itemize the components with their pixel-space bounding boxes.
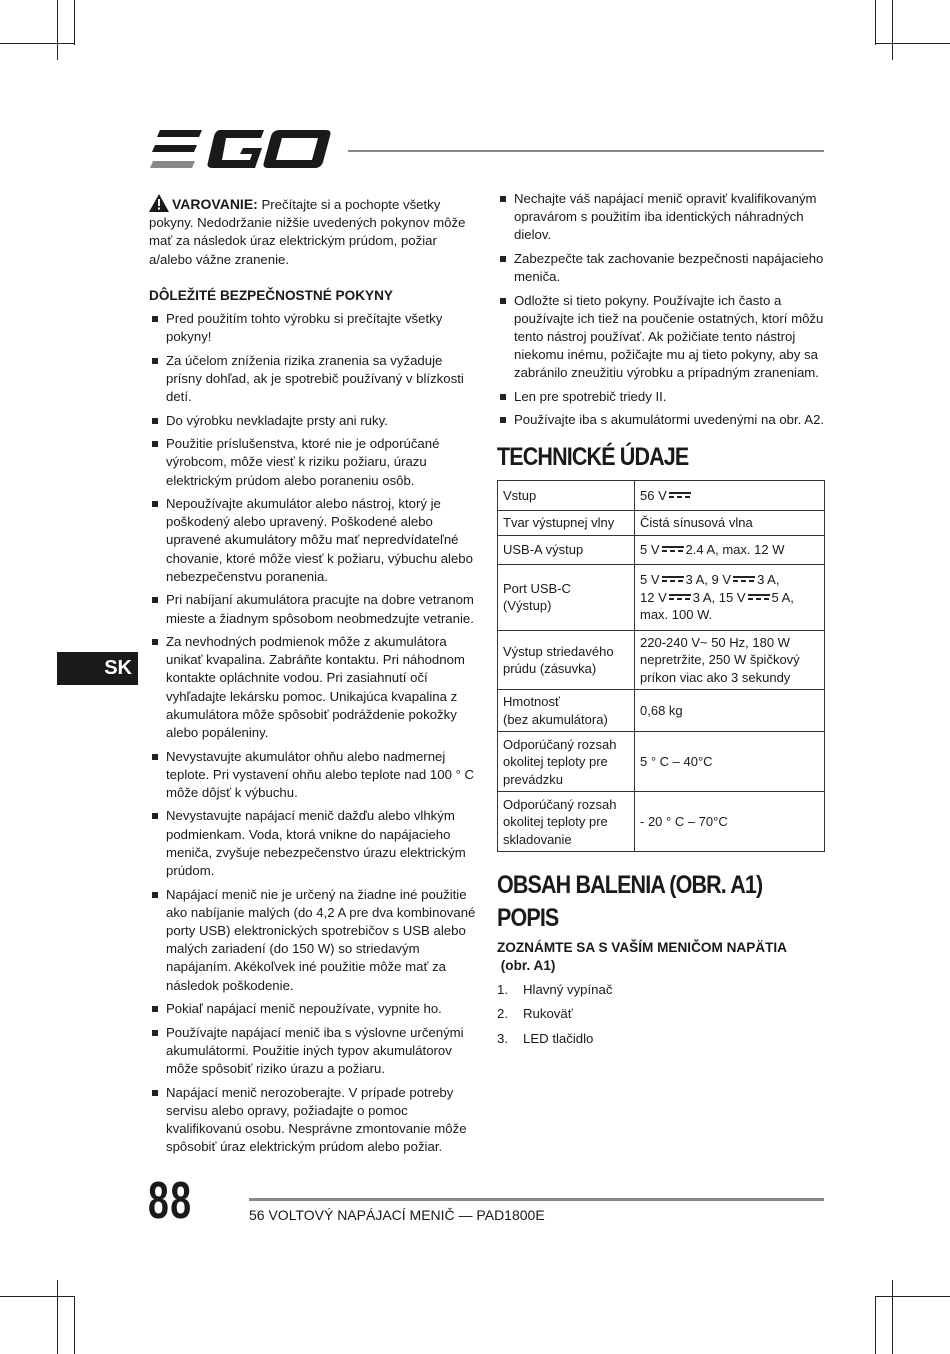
dc-symbol-icon	[733, 575, 755, 584]
dc-symbol-icon	[748, 593, 770, 602]
warning-text: Prečítajte si a pochopte všetky pokyny. Nedodržanie nižšie uvedených pokynov môže mať za následok úraz elektrickým prúdom, požiar a/alebo vážne zranenie.	[149, 197, 466, 267]
spec-value-text: 3 A, 9 V	[685, 572, 732, 588]
list-item: Používajte iba s akumulátormi uvedenými na obr. A2.	[497, 411, 825, 429]
crop-mark	[875, 0, 876, 45]
safety-list-continued	[497, 190, 825, 430]
list-item: Používajte napájací menič iba s výslovne určenými akumulátormi. Použitie iných typov akumulátorov môže spôsobiť riziko úrazu a požiaru.	[149, 1024, 477, 1079]
list-item: Pri nabíjaní akumulátora pracujte na dobre vetranom mieste a žiadnym spôsobom neobmedzujte vetranie.	[149, 591, 477, 627]
list-item: Použitie príslušenstva, ktoré nie je odporúčané výrobcom, môže viesť k riziku požiaru, úrazu elektrickým prúdom alebo poraneniu osôb.	[149, 435, 477, 490]
spec-value-text: 2.4 A, max. 12 W	[685, 542, 785, 558]
item-number: 1.	[497, 982, 508, 998]
footer-rule	[249, 1198, 824, 1201]
list-item: Napájací menič nerozoberajte. V prípade potreby servisu alebo opravy, požiadajte o pomoc kvalifikovanú osobu. Nesprávne zmontovanie môže spôsobiť úraz elektrickým prúdom alebo požiar.	[149, 1084, 477, 1157]
table-row	[498, 630, 825, 690]
list-item: Len pre spotrebič triedy II.	[497, 388, 825, 406]
crop-mark	[875, 1296, 950, 1297]
table-row	[498, 564, 825, 630]
crop-mark	[875, 1296, 876, 1354]
description-subheading	[497, 939, 825, 975]
list-item: Nechajte váš napájací menič opraviť kvalifikovaným opravárom s použitím iba identických náhradných dielov.	[497, 190, 825, 245]
spec-value-text: 220-240 V~ 50 Hz, 180 W	[640, 634, 790, 650]
crop-mark	[892, 0, 893, 60]
spec-label	[498, 792, 635, 852]
table-row	[498, 690, 825, 732]
table-row	[498, 535, 825, 564]
item-number: 2.	[497, 1006, 508, 1022]
dc-symbol-icon	[669, 491, 691, 500]
parts-list	[497, 981, 825, 1048]
spec-label: Tvar výstupnej vlny	[498, 510, 635, 535]
list-item: Za nevhodných podmienok môže z akumulátora unikať kvapalina. Zabráňte kontaktu. Pri náhodnom kontakte opláchnite vodou. Pri zasiahnutí očí vyhľadajte lekársku pomoc. Unikajúca kvapalina z akumulátora môže spôsobiť podráždenie pokožky alebo popáleniny.	[149, 633, 477, 742]
crop-mark	[74, 1296, 75, 1354]
warning-triangle-icon	[149, 194, 169, 212]
spec-value-text: 5 V	[640, 572, 660, 588]
spec-label	[498, 732, 635, 792]
list-item: Nepoužívajte akumulátor alebo nástroj, ktorý je poškodený alebo upravený. Poškodené alebo upravené akumulátory môžu mať nepredvídateľné chovanie, ktoré môže viesť k požiaru, výbuchu alebo nebezpečenstvu poranenia.	[149, 495, 477, 586]
subheading-line: ZOZNÁMTE SA S VAŠÍM MENIČOM NAPÄTIA	[497, 939, 787, 955]
footer-title: 56 VOLTOVÝ NAPÁJACÍ MENIČ — PAD1800E	[249, 1207, 545, 1223]
header-rule	[348, 150, 824, 152]
spec-label-line: Odporúčaný rozsah	[503, 796, 617, 812]
spec-value-text: príkon viac ako 3 sekundy	[640, 669, 791, 685]
spec-label-line: Odporúčaný rozsah	[503, 736, 617, 752]
spec-value: - 20 ° C – 70°C	[635, 792, 825, 852]
spec-value-text: nepretržite, 250 W špičkový	[640, 652, 800, 668]
list-item	[497, 1030, 825, 1048]
spec-value: 5 ° C – 40°C	[635, 732, 825, 792]
spec-label-line: Port USB-C	[503, 580, 571, 596]
spec-label	[498, 564, 635, 630]
crop-mark	[0, 43, 75, 44]
item-label: LED tlačidlo	[523, 1030, 594, 1046]
page-number: 88	[148, 1172, 193, 1230]
spec-value	[635, 630, 825, 690]
warning-paragraph	[149, 194, 477, 269]
spec-value-text: 3 A,	[757, 572, 780, 588]
table-row	[498, 792, 825, 852]
list-item: Pred použitím tohto výrobku si prečítajte všetky pokyny!	[149, 310, 477, 346]
spec-value-text: 12 V	[640, 589, 667, 605]
item-label: Rukoväť	[523, 1006, 573, 1022]
spec-value-text: 56 V	[640, 487, 667, 503]
tech-heading: TECHNICKÉ ÚDAJE	[497, 442, 689, 471]
spec-value-text: 5 A,	[771, 589, 794, 605]
spec-value-text: max. 100 W.	[640, 607, 713, 623]
subheading-line: (obr. A1)	[497, 957, 556, 973]
spec-label-line: skladovanie	[503, 831, 572, 847]
list-item: Napájací menič nie je určený na žiadne iné použitie ako nabíjanie malých (do 4,2 A pre dva kombinované porty USB) elektronických spotrebičov s USB alebo malých zariadení (do 150 W) so striedavým napájaním. Akékoľvek iné použitie môže mať za následok poškodenie.	[149, 886, 477, 995]
list-item	[497, 1005, 825, 1023]
spec-table	[497, 480, 825, 853]
spec-label	[498, 690, 635, 732]
spec-label-line: (Výstup)	[503, 598, 552, 614]
list-item: Odložte si tieto pokyny. Používajte ich často a používajte ich tiež na poučenie ostatných, ktorí môžu tento nástroj používať. Ak požičiate tento nástroj niekomu inému, požičajte mu aj tieto pokyny, aby sa zabránilo zneužitiu výrobku a prípadným zraneniam.	[497, 292, 825, 383]
table-row	[498, 510, 825, 535]
spec-value-text: 5 V	[640, 542, 660, 558]
dc-symbol-icon	[669, 593, 691, 602]
description-heading: POPIS	[497, 903, 559, 932]
crop-mark	[0, 1296, 75, 1297]
spec-label: Vstup	[498, 480, 635, 510]
spec-label-line: (bez akumulátora)	[503, 711, 608, 727]
spec-value-text: 3 A, 15 V	[692, 589, 746, 605]
spec-value	[635, 480, 825, 510]
spec-label	[498, 630, 635, 690]
right-column	[497, 190, 825, 1054]
crop-mark	[74, 0, 75, 45]
dc-symbol-icon	[662, 545, 684, 554]
safety-heading: DÔLEŽITÉ BEZPEČNOSTNÉ POKYNY	[149, 287, 393, 303]
spec-value	[635, 535, 825, 564]
spec-label: USB-A výstup	[498, 535, 635, 564]
item-number: 3.	[497, 1030, 508, 1046]
list-item: Pokiaľ napájací menič nepoužívate, vypnite ho.	[149, 1000, 477, 1018]
spec-label-line: prevádzku	[503, 771, 563, 787]
table-row	[498, 480, 825, 510]
dc-symbol-icon	[662, 575, 684, 584]
spec-label-line: Výstup striedavého	[503, 643, 614, 659]
language-tab-label: SK	[104, 657, 132, 679]
language-tab	[57, 652, 138, 685]
spec-label-line: prúdu (zásuvka)	[503, 661, 597, 677]
spec-value	[635, 564, 825, 630]
spec-label-line: okolitej teploty pre	[503, 754, 608, 770]
item-label: Hlavný vypínač	[523, 982, 613, 998]
list-item: Nevystavujte napájací menič dažďu alebo vlhkým podmienkam. Voda, ktorá vnikne do napájacieho meniča, zvyšuje nebezpečenstvo úrazu elektrickým prúdom.	[149, 807, 477, 880]
left-column	[149, 194, 477, 1162]
list-item: Za účelom zníženia rizika zranenia sa vyžaduje prísny dohľad, ak je spotrebič používaný v blízkosti detí.	[149, 352, 477, 407]
crop-mark	[57, 0, 58, 60]
table-row	[498, 732, 825, 792]
list-item: Nevystavujte akumulátor ohňu alebo nadmernej teplote. Pri vystavení ohňu alebo teplote nad 100 ° C môže dôjsť k výbuchu.	[149, 748, 477, 803]
list-item: Zabezpečte tak zachovanie bezpečnosti napájacieho meniča.	[497, 250, 825, 286]
crop-mark	[57, 1280, 58, 1354]
spec-value: Čistá sínusová vlna	[635, 510, 825, 535]
spec-label-line: okolitej teploty pre	[503, 814, 608, 830]
safety-list	[149, 310, 477, 1156]
spec-label-line: Hmotnosť	[503, 694, 560, 710]
crop-mark	[892, 1280, 893, 1354]
crop-mark	[875, 43, 950, 44]
list-item	[497, 981, 825, 999]
spec-value: 0,68 kg	[635, 690, 825, 732]
warning-label: VAROVANIE:	[172, 196, 258, 212]
ego-logo	[150, 128, 332, 172]
list-item: Do výrobku nevkladajte prsty ani ruky.	[149, 412, 477, 430]
package-heading: OBSAH BALENIA (OBR. A1)	[497, 871, 763, 900]
